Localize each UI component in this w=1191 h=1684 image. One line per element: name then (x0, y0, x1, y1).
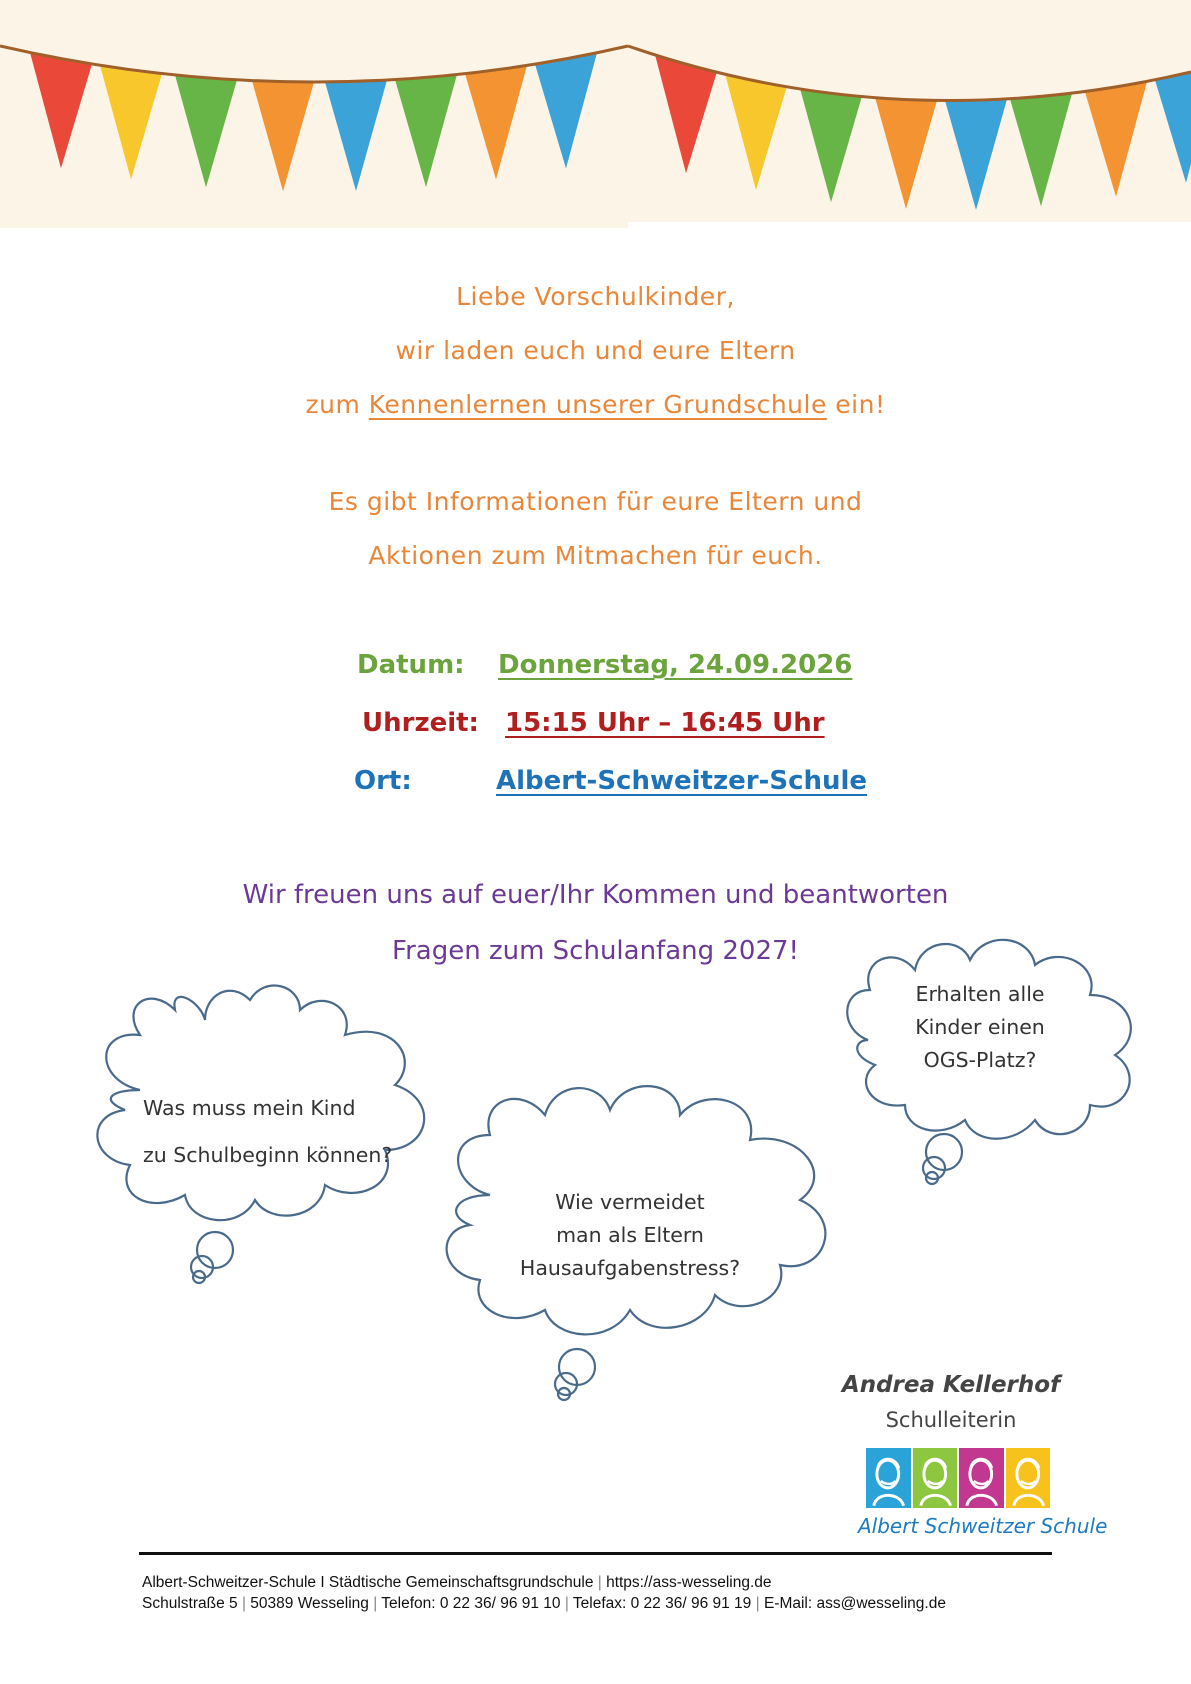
logo-portrait-tile (913, 1448, 958, 1508)
cloud-right-line-2: Kinder einen (915, 1015, 1045, 1039)
bunting-banner (0, 0, 1191, 230)
footer-city: 50389 Wesseling (250, 1595, 369, 1612)
footer-phone: Telefon: 0 22 36/ 96 91 10 (381, 1595, 561, 1612)
logo-portrait-tile (866, 1448, 911, 1508)
cloud-question-middle (480, 1186, 780, 1285)
signature-name: Andrea Kellerhof (841, 1372, 1061, 1398)
topic-suffix: ein! (826, 390, 886, 419)
topic-highlight: Kennenlernen unserer Grundschule (368, 390, 827, 419)
activities-line: Aktionen zum Mitmachen für euch. (368, 541, 823, 570)
closing-line-1: Wir freuen uns auf euer/Ihr Kommen und beantworten (242, 880, 949, 910)
logo-text: Albert Schweitzer Schule (858, 1514, 1108, 1538)
info-line: Es gibt Informationen für eure Eltern und (328, 487, 863, 516)
cloud-question-right (880, 978, 1080, 1077)
time-label: Uhrzeit: (362, 708, 479, 738)
invitation-topic-line (0, 390, 1191, 419)
cloud-right-line-3: OGS-Platz? (923, 1048, 1037, 1072)
cloud-middle-line-2: man als Eltern (556, 1223, 704, 1247)
footer-email[interactable]: E-Mail: ass@wesseling.de (763, 1595, 946, 1612)
greeting-line: Liebe Vorschulkinder, (456, 282, 735, 311)
cloud-middle-line-3: Hausaufgabenstress? (519, 1256, 741, 1280)
logo-portrait-tile (1006, 1448, 1051, 1508)
cloud-middle-line-1: Wie vermeidet (555, 1190, 705, 1214)
footer-street: Schulstraße 5 (142, 1595, 238, 1612)
date-row (357, 650, 857, 686)
signature-role: Schulleiterin (885, 1408, 1017, 1432)
footer-fax: Telefax: 0 22 36/ 96 91 19 (572, 1595, 752, 1612)
footer-school: Albert-Schweitzer-Schule I Städtische Gemeinschaftsgrundschule (142, 1574, 594, 1591)
cloud-left-line-2: zu Schulbeginn können? (143, 1143, 393, 1167)
time-row (362, 708, 862, 744)
logo-portrait-tile (959, 1448, 1004, 1508)
footer-website[interactable]: https://ass-wesseling.de (606, 1574, 772, 1591)
footer-line-1: Albert-Schweitzer-Schule I Städtische Gemeinschaftsgrundschule | https://ass-wesseling.de (142, 1574, 772, 1591)
place-row (354, 766, 874, 802)
closing-line-2: Fragen zum Schulanfang 2027! (392, 936, 799, 966)
invitation-line: wir laden euch und eure Eltern (395, 336, 796, 365)
logo-portrait-tiles (866, 1448, 1050, 1508)
cloud-right-line-1: Erhalten alle (915, 982, 1045, 1006)
date-value: Donnerstag, 24.09.2026 (498, 650, 853, 680)
cloud-question-left (143, 1092, 392, 1172)
place-label: Ort: (354, 766, 412, 796)
footer-divider (139, 1552, 1052, 1555)
topic-prefix: zum (305, 390, 369, 419)
time-value: 15:15 Uhr – 16:45 Uhr (505, 708, 825, 738)
school-logo (858, 1448, 1108, 1558)
date-label: Datum: (357, 650, 465, 680)
cloud-left-line-1: Was muss mein Kind (143, 1096, 356, 1120)
place-value: Albert-Schweitzer-Schule (496, 766, 868, 796)
footer-line-2: Schulstraße 5 | 50389 Wesseling | Telefon: 0 22 36/ 96 91 10 | Telefax: 0 22 36/ 96 91 19 | E-Mail: ass@wesseling.de (142, 1595, 946, 1612)
